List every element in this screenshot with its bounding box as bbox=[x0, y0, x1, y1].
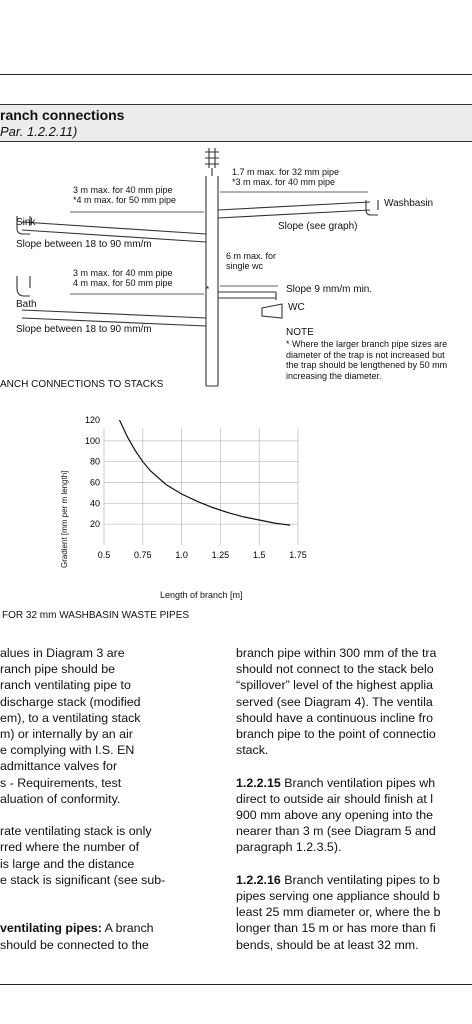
bath-slope-label: Slope between 18 to 90 mm/m bbox=[16, 324, 152, 335]
left_col-line bbox=[0, 904, 220, 920]
note-line: the trap should be lengthened by 50 mm bbox=[286, 360, 448, 370]
left_col-line: ranch pipe should be bbox=[0, 662, 116, 677]
right_col-line: 900 mm above any opening into the bbox=[236, 808, 434, 823]
wc-slope-label: Slope 9 mm/m min. bbox=[286, 284, 373, 295]
top-rule bbox=[0, 74, 472, 75]
diagram-caption: ANCH CONNECTIONS TO STACKS bbox=[0, 379, 164, 390]
right_col-line: should not connect to the stack belo bbox=[236, 662, 434, 677]
left_col-line: ranch ventilating pipe to bbox=[0, 678, 131, 693]
bath-length-note bbox=[73, 268, 173, 288]
wc-length-note bbox=[226, 251, 276, 271]
left_col-line: e complying with I.S. EN bbox=[0, 743, 135, 758]
right_col-line: least 25 mm diameter or, where the b bbox=[236, 905, 441, 920]
left_col-line: is large and the distance bbox=[0, 856, 135, 871]
right_col-line: should have a continuous incline fro bbox=[236, 710, 434, 725]
section-title: ranch connections bbox=[0, 107, 125, 123]
sink-slope-label: Slope between 18 to 90 mm/m bbox=[16, 239, 152, 250]
right_col-line: “spillover” level of the highest applia bbox=[236, 678, 433, 693]
chart-caption: FOR 32 mm WASHBASIN WASTE PIPES bbox=[2, 610, 190, 621]
right_col-line: 1.2.2.15 Branch ventilation pipes wh bbox=[236, 775, 436, 790]
bottom-rule bbox=[0, 984, 472, 985]
right_col-line bbox=[236, 856, 472, 872]
left_col-line: aluation of conformity. bbox=[0, 791, 121, 806]
left_col-line: m) or internally by an air bbox=[0, 727, 133, 742]
right_col-line: branch pipe within 300 mm of the tra bbox=[236, 646, 437, 660]
x-tick-label: 1.25 bbox=[211, 550, 230, 560]
right_col-line: bends, should be at least 32 mm. bbox=[236, 937, 419, 952]
right_col-line: pipes serving one appliance should b bbox=[236, 889, 440, 904]
right_col-line bbox=[236, 758, 472, 774]
note-line: 3 m max. for 40 mm pipe bbox=[73, 268, 173, 278]
note-line: 4 m max. for 50 mm pipe bbox=[73, 278, 173, 288]
y-tick-label: 120 bbox=[84, 415, 100, 425]
note-line: diameter of the trap is not increased but bbox=[286, 349, 445, 360]
left_col-line: should be connected to the bbox=[0, 937, 149, 952]
note-line: single wc bbox=[226, 261, 264, 271]
y-tick-label: 100 bbox=[84, 435, 100, 446]
gradient-chart bbox=[60, 410, 320, 610]
right_col-line: 1.2.2.16 Branch ventilating pipes to b bbox=[236, 872, 440, 887]
sink-label: Sink bbox=[16, 217, 36, 228]
note-line: *3 m max. for 40 mm pipe bbox=[232, 177, 336, 187]
note-body bbox=[286, 339, 447, 381]
right_col-line: longer than 15 m or has more than fi bbox=[236, 921, 436, 936]
note-title: NOTE bbox=[286, 327, 314, 338]
sink-length-note bbox=[73, 185, 176, 205]
left_col-line: e stack is significant (see sub- bbox=[0, 872, 166, 887]
washbasin-label: Washbasin bbox=[384, 198, 434, 209]
x-axis-label: Length of branch [m] bbox=[160, 590, 243, 600]
right_col-line: direct to outside air should finish at l bbox=[236, 791, 433, 806]
wc-label: WC bbox=[288, 302, 305, 313]
washbasin-length-note bbox=[232, 167, 339, 187]
gradient-curve bbox=[120, 420, 291, 525]
right_col-line: stack. bbox=[236, 743, 269, 758]
note-line: * Where the larger branch pipe sizes are bbox=[286, 339, 448, 349]
y-tick-label: 80 bbox=[89, 456, 100, 467]
bath-label: Bath bbox=[16, 299, 37, 310]
x-tick-label: 0.75 bbox=[134, 550, 152, 560]
left_col-line: em), to a ventilating stack bbox=[0, 710, 141, 725]
left_col-line: ventilating pipes: A branch bbox=[0, 921, 154, 936]
right_col-line: branch pipe to the point of connectio bbox=[236, 727, 436, 742]
x-tick-label: 1.5 bbox=[252, 550, 266, 560]
y-tick-label: 60 bbox=[89, 477, 100, 488]
note-line: 1.7 m max. for 32 mm pipe bbox=[232, 167, 340, 177]
chart-grid bbox=[104, 428, 298, 545]
y-tick-label: 40 bbox=[89, 498, 100, 509]
note-line: 6 m max. for bbox=[226, 251, 277, 261]
section-header bbox=[0, 104, 472, 142]
left_col-line: rred where the number of bbox=[0, 840, 140, 855]
x-tick-label: 1.75 bbox=[289, 550, 307, 560]
right-column-text bbox=[236, 645, 472, 953]
washbasin-slope-label: Slope (see graph) bbox=[278, 221, 358, 232]
left_col-line: discharge stack (modified bbox=[0, 694, 141, 709]
y-axis-label: Gradient [mm per m length] bbox=[60, 470, 69, 568]
note-line: increasing the diameter. bbox=[286, 370, 382, 381]
x-tick-label: 0.5 bbox=[97, 550, 111, 560]
left_col-line: s - Requirements, test bbox=[0, 775, 122, 790]
right_col-line: nearer than 3 m (see Diagram 5 and bbox=[236, 824, 436, 839]
note-line: *4 m max. for 50 mm pipe bbox=[73, 195, 177, 205]
x-tick-label: 1.0 bbox=[175, 550, 188, 560]
svg-text:*: * bbox=[206, 285, 210, 294]
right_col-line: paragraph 1.2.3.5). bbox=[236, 840, 342, 855]
left_col-line bbox=[0, 807, 220, 823]
left_col-line bbox=[0, 888, 220, 904]
left_col-line: alues in Diagram 3 are bbox=[0, 646, 125, 660]
chart-ticks bbox=[85, 415, 307, 560]
y-tick-label: 20 bbox=[89, 519, 100, 530]
left_col-line: rate ventilating stack is only bbox=[0, 824, 152, 839]
section-reference: Par. 1.2.2.11) bbox=[0, 124, 78, 139]
right_col-line: served (see Diagram 4). The ventila bbox=[236, 694, 433, 709]
note-line: 3 m max. for 40 mm pipe bbox=[73, 185, 173, 195]
left_col-line: admittance valves for bbox=[0, 759, 118, 774]
left-column-text bbox=[0, 645, 220, 953]
